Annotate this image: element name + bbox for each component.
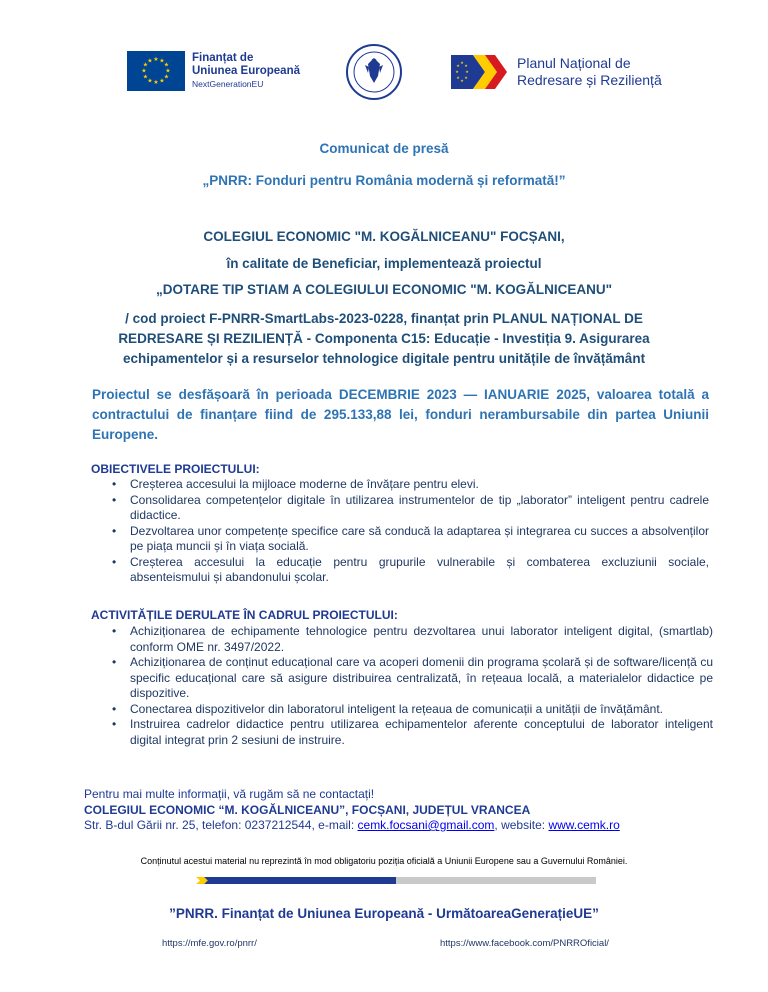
project-period: Proiectul se desfășoară în perioada DECEMBRIE 2023 — IANUARIE 2025, valoarea totală a contractului de finanțare fiind de 295.133,88 lei, fonduri nerambursabile din partea Uniunii Europene. (92, 387, 709, 442)
disclaimer: Conținutul acestui material nu reprezintă în mod obligatoriu poziția oficială a Uniunii Europene sau a Guvernului României. (140, 856, 628, 866)
contact-block (84, 787, 724, 834)
svg-text:★: ★ (460, 78, 464, 83)
eu-line-1: Finanțat de (192, 52, 254, 64)
list-item: • Achiziționarea de conținut educațional care va acoperi domenii din programa școlară și de software/licență cu specific educațional care să asigure distribuirea centralizată, în rețeaua locală, a materialelor didactice pe dispozitive. (106, 655, 713, 702)
contact-intro: Pentru mai multe informații, vă rugăm să ne contactați! (84, 787, 375, 801)
contact-address-line (84, 818, 724, 834)
pnrr-line-2: Redresare și Reziliență (517, 72, 662, 88)
beneficiary-line: în calitate de Beneficiar, implementează proiectul (226, 256, 542, 271)
svg-text:★: ★ (147, 57, 153, 65)
svg-text:★: ★ (159, 77, 165, 85)
website-link[interactable]: www.cemk.ro (548, 818, 620, 832)
eu-flag-logo (127, 51, 185, 91)
activities-list (106, 624, 713, 748)
svg-text:★: ★ (163, 61, 170, 69)
svg-text:★: ★ (456, 63, 460, 68)
objectives-heading: OBIECTIVELE PROIECTULUI: (91, 462, 260, 476)
facebook-link[interactable]: https://www.facebook.com/PNRROficial/ (440, 938, 609, 949)
arrow-icon (196, 877, 214, 884)
list-item: • Dezvoltarea unor competențe specifice care să conducă la adaptarea și integrarea cu succes a absolvenților pe piața muncii și în viața socială. (106, 524, 709, 555)
footer-slogan: ”PNRR. Finanțat de Uniunea Europeană - UrmătoareaGenerațieUE” (169, 906, 599, 921)
svg-text:★: ★ (141, 67, 147, 75)
svg-text:★: ★ (159, 57, 165, 65)
svg-text:★: ★ (142, 73, 149, 81)
project-code: / cod proiect F-PNRR-SmartLabs-2023-0228, finanțat prin PLANUL NAȚIONAL DE REDRESARE ȘI REZILIENȚĂ - Componenta C15: Educație - Investiția 9. Asigurarea echipamentelor și a resurselor tehnologice digitale pentru unitățile de învățământ (118, 311, 650, 366)
contact-organization: COLEGIUL ECONOMIC “M. KOGĂLNICEANU”, FOCȘANI, JUDEȚUL VRANCEA (84, 802, 531, 817)
eu-line-2: Uniunea Europeană (192, 65, 300, 77)
press-release-title: Comunicat de presă (319, 141, 449, 156)
eu-line-3: NextGenerationEU (192, 79, 264, 89)
pnrr-logo (451, 55, 509, 89)
list-item: • Consolidarea competențelor digitale în utilizarea instrumentelor de tip „laborator” inteligent pentru cadrele didactice. (106, 493, 709, 524)
svg-text:★: ★ (464, 75, 468, 80)
list-item: • Conectarea dispozitivelor din laboratorul inteligent la rețeaua de comunicații a unității de învățământ. (106, 702, 713, 718)
mfe-link[interactable]: https://mfe.gov.ro/pnrr/ (162, 938, 257, 949)
svg-text:★: ★ (460, 60, 464, 65)
email-link[interactable]: cemk.focsani@gmail.com (357, 818, 495, 832)
college-name: COLEGIUL ECONOMIC "M. KOGĂLNICEANU" FOCȘANI, (203, 229, 565, 244)
activities-heading: ACTIVITĂȚILE DERULATE ÎN CADRUL PROIECTULUI: (91, 608, 398, 622)
svg-text:★: ★ (142, 61, 149, 69)
svg-text:★: ★ (465, 69, 469, 74)
svg-text:★: ★ (163, 73, 170, 81)
government-seal-logo (345, 43, 403, 101)
pnrr-line-1: Planul Național de (517, 55, 631, 71)
svg-text:★: ★ (147, 77, 153, 85)
svg-text:★: ★ (464, 63, 468, 68)
contact-address: Str. B-dul Gării nr. 25, telefon: 0237212544, e-mail: (84, 818, 355, 832)
press-slogan: „PNRR: Fonduri pentru România modernă și reformată!” (202, 173, 566, 188)
eu-funding-caption (192, 52, 322, 90)
project-title: „DOTARE TIP STIAM A COLEGIULUI ECONOMIC "M. KOGĂLNICEANU" (155, 282, 613, 297)
objectives-list (106, 477, 709, 586)
svg-text:★: ★ (153, 56, 159, 63)
list-item: • Achiziționarea de echipamente tehnologice pentru dezvoltarea unui laborator inteligent digital, (smartlab) conform OME nr. 3497/2022. (106, 624, 713, 655)
website-label: , website: (494, 818, 546, 832)
pnrr-caption (517, 55, 717, 89)
list-item: • Creșterea accesului la educație pentru grupurile vulnerabile și combaterea excluziunii sociale, absenteismului și abandonului școlar. (106, 555, 709, 586)
list-item: • Instruirea cadrelor didactice pentru utilizarea echipamentelor aferente conceptului de laborator inteligent digital integrat prin 2 sesiuni de instruire. (106, 717, 713, 748)
svg-text:★: ★ (153, 79, 159, 86)
footer-divider-bar (196, 877, 596, 884)
svg-text:★: ★ (165, 67, 171, 75)
svg-text:★: ★ (456, 75, 460, 80)
svg-text:★: ★ (455, 69, 459, 74)
list-item: • Creșterea accesului la mijloace moderne de învățare pentru elevi. (106, 477, 709, 493)
